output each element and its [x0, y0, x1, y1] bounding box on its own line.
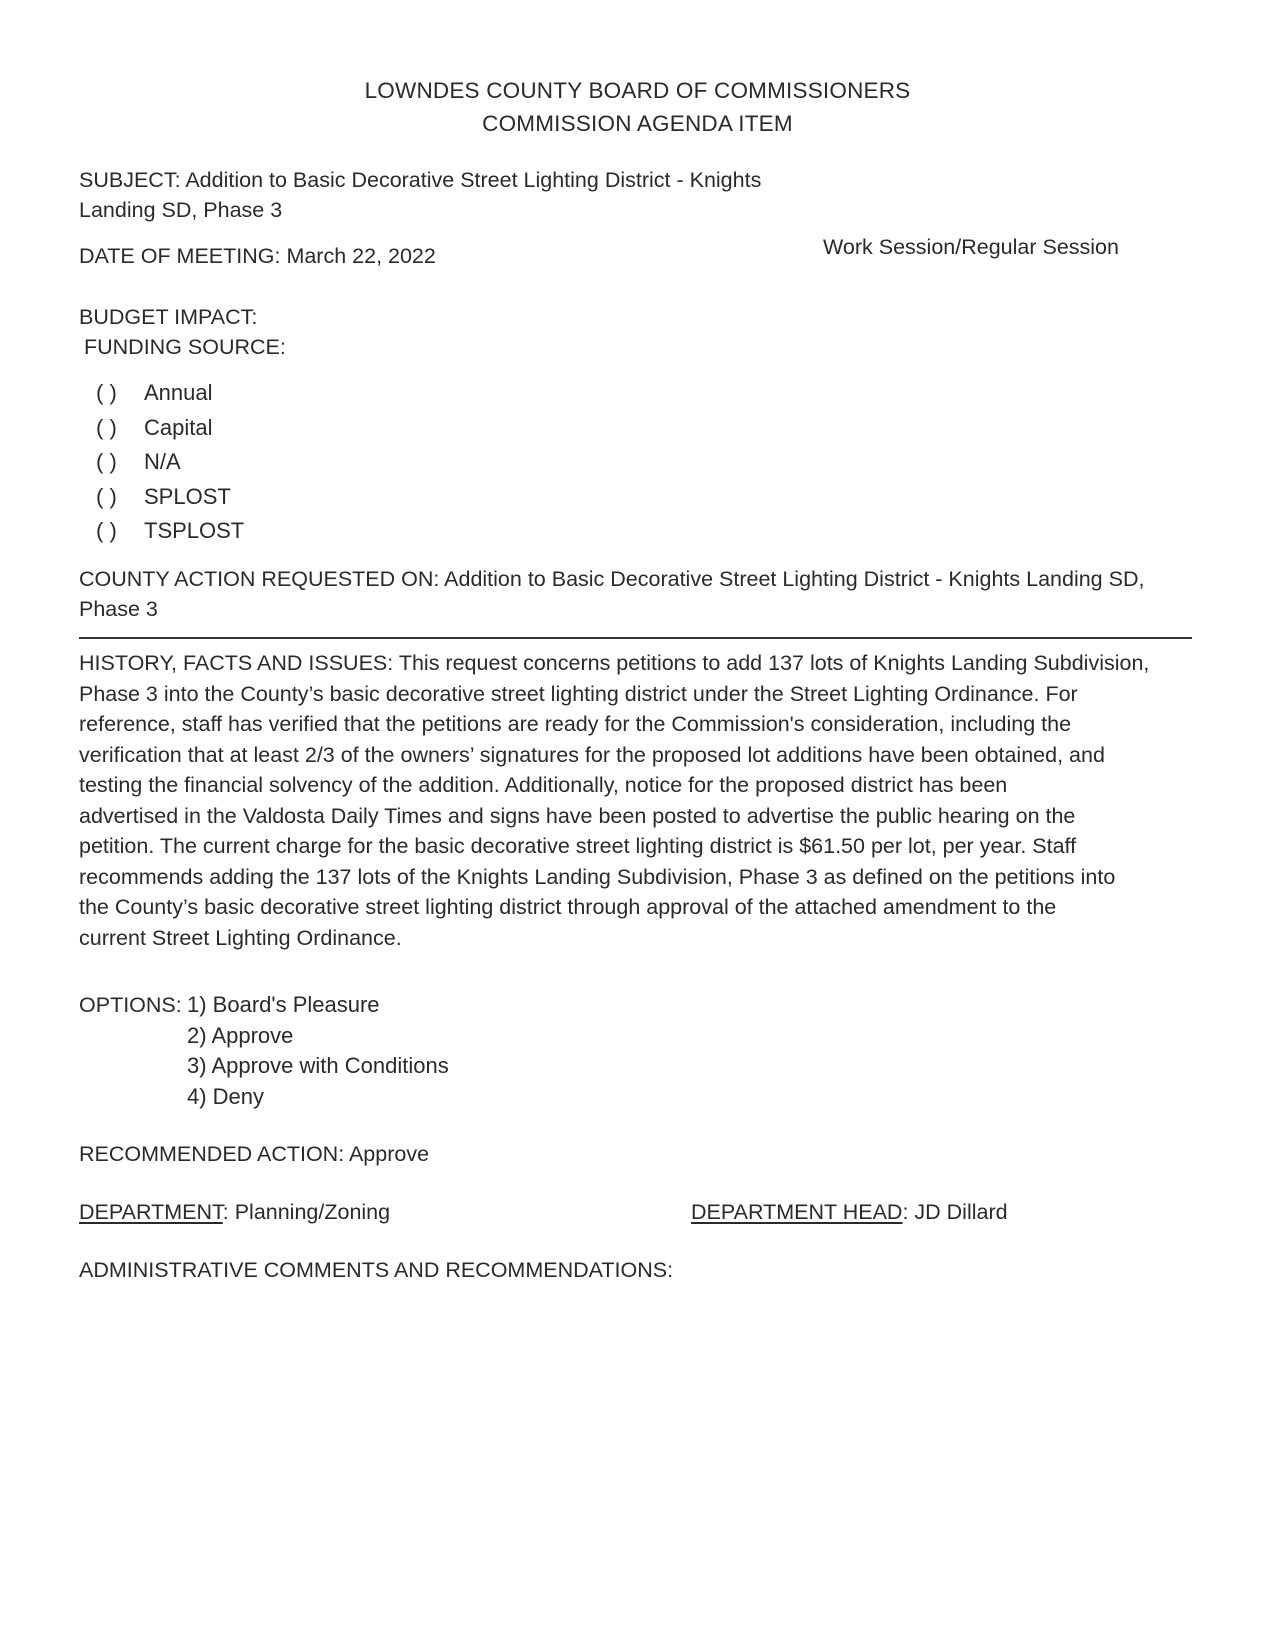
budget-impact-label: BUDGET IMPACT:: [79, 305, 258, 329]
county-action-line-2: Phase 3: [79, 596, 158, 621]
history-line: recommends adding the 137 lots of the Knights Landing Subdivision, Phase 3 as defined on the petitions into: [79, 864, 1116, 889]
history-section: [79, 648, 1204, 953]
administrative-comments-label: ADMINISTRATIVE COMMENTS AND RECOMMENDATIONS:: [79, 1258, 674, 1282]
subject-line-2: Landing SD, Phase 3: [79, 197, 283, 222]
funding-source-label: Capital: [144, 414, 213, 440]
meeting-date: DATE OF MEETING: March 22, 2022: [79, 244, 436, 268]
subject-line-1: SUBJECT: Addition to Basic Decorative Street Lighting District - Knights: [79, 168, 762, 192]
option-item: 4) Deny: [187, 1083, 265, 1109]
history-line: reference, staff has verified that the petitions are ready for the Commission's consideration, including the: [79, 712, 1072, 736]
options-list: [187, 990, 449, 1112]
funding-source-label: TSPLOST: [144, 518, 245, 543]
department-value: : Planning/Zoning: [222, 1200, 391, 1224]
department-label: DEPARTMENT: [79, 1200, 223, 1224]
option-item: 3) Approve with Conditions: [187, 1053, 449, 1078]
department-head-value: : JD Dillard: [902, 1200, 1008, 1224]
funding-source-label: Annual: [144, 380, 213, 405]
department-field: [79, 1197, 390, 1227]
funding-source-item: [96, 376, 244, 411]
funding-source-list: [96, 376, 244, 549]
option-item: 2) Approve: [187, 1022, 294, 1048]
funding-source-item: [96, 514, 244, 549]
funding-checkbox[interactable]: ( ): [96, 414, 117, 440]
funding-source-item: [96, 445, 244, 480]
subject-section: [79, 166, 1204, 225]
history-line: verification that at least 2/3 of the owners’ signatures for the proposed lot additions have been obtained, and: [79, 742, 1105, 767]
option-item: 1) Board's Pleasure: [187, 992, 380, 1017]
funding-checkbox[interactable]: ( ): [96, 449, 117, 474]
header-line-1: LOWNDES COUNTY BOARD OF COMMISSIONERS: [364, 78, 911, 103]
funding-checkbox[interactable]: ( ): [96, 380, 117, 405]
funding-checkbox[interactable]: ( ): [96, 518, 117, 543]
document-header: [0, 74, 1275, 140]
history-line: advertised in the Valdosta Daily Times and signs have been posted to advertise the public hearing on the: [79, 803, 1076, 828]
funding-source-item: [96, 480, 244, 515]
department-head-label: DEPARTMENT HEAD: [691, 1200, 903, 1224]
history-line: the County’s basic decorative street lighting district through approval of the attached amendment to the: [79, 895, 1057, 919]
history-line: HISTORY, FACTS AND ISSUES: This request concerns petitions to add 137 lots of Knights Landing Subdivision,: [79, 651, 1150, 675]
history-line: petition. The current charge for the basic decorative street lighting district is $61.50 per lot, per year. Staff: [79, 834, 1077, 858]
session-type: Work Session/Regular Session: [823, 235, 1119, 259]
funding-checkbox[interactable]: ( ): [96, 483, 117, 509]
history-line: Phase 3 into the County’s basic decorative street lighting district under the Street Lighting Ordinance. For: [79, 681, 1078, 706]
county-action-section: [79, 565, 1204, 624]
recommended-action: RECOMMENDED ACTION: Approve: [79, 1142, 430, 1166]
options-label: OPTIONS:: [79, 993, 182, 1017]
funding-source-item: [96, 411, 244, 446]
header-line-2: COMMISSION AGENDA ITEM: [482, 111, 793, 136]
history-line: testing the financial solvency of the addition. Additionally, notice for the proposed district has been: [79, 773, 1008, 797]
section-divider: [79, 637, 1192, 639]
funding-source-label: SPLOST: [144, 483, 231, 509]
department-head-field: [691, 1197, 1008, 1227]
history-line: current Street Lighting Ordinance.: [79, 925, 402, 950]
funding-source-label: FUNDING SOURCE:: [84, 335, 286, 359]
county-action-line-1: COUNTY ACTION REQUESTED ON: Addition to Basic Decorative Street Lighting District - Knights Landing SD,: [79, 567, 1145, 591]
funding-source-label: N/A: [144, 449, 181, 474]
